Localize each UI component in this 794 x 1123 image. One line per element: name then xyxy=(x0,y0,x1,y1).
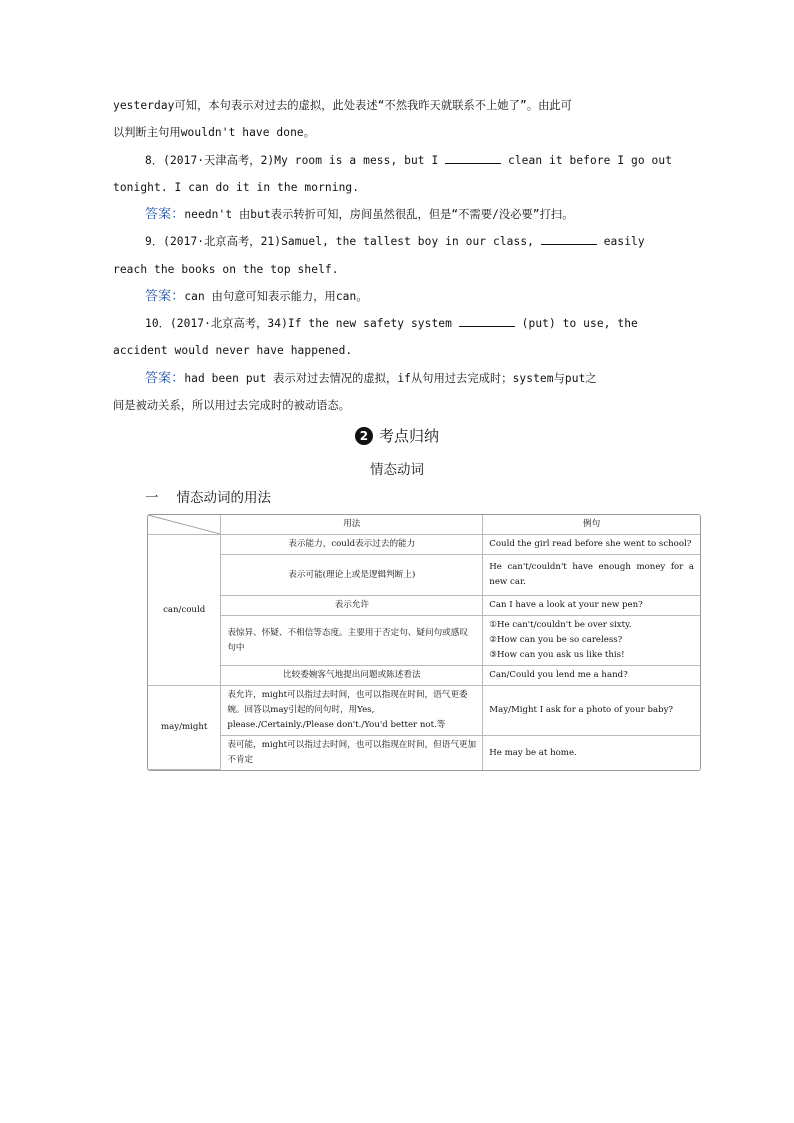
answer-10-cont xyxy=(113,398,681,414)
example-line: ①He can't/couldn't be over sixty. xyxy=(489,620,632,630)
question-text: (put) to use, the xyxy=(521,317,638,330)
explanation-line-2 xyxy=(113,125,681,141)
question-10-cont xyxy=(113,343,681,359)
answer-text: 间是被动关系，所以用过去完成时的被动语态。 xyxy=(113,399,351,412)
usage-cell: 比较委婉客气地提出问题或陈述看法 xyxy=(221,666,483,686)
example-cell: He may be at home. xyxy=(489,747,577,758)
explanation-line-1 xyxy=(113,98,681,114)
usage-cell: 表惊异、怀疑、不相信等态度。主要用于否定句、疑问句或感叹句中 xyxy=(221,616,483,666)
question-8-cont xyxy=(113,180,681,196)
question-text: tonight. I can do it in the morning. xyxy=(113,181,360,194)
table-row xyxy=(148,736,700,770)
table-row xyxy=(148,686,700,736)
example-cell xyxy=(483,616,700,666)
usage-cell: 表可能，might可以指过去时间，也可以指现在时间，但语气更加不肯定 xyxy=(221,736,483,770)
example-cell: May/Might I ask for a photo of your baby? xyxy=(483,686,700,736)
answer-9 xyxy=(145,289,713,305)
question-8 xyxy=(145,153,681,169)
diagonal-header-cell xyxy=(148,515,221,535)
table-row xyxy=(148,555,700,596)
explanation-text: yesterday可知，本句表示对过去的虚拟，此处表述“不然我昨天就联系不上她了”。由此可 xyxy=(113,99,572,112)
answer-text: had been put 表示对过去情况的虚拟，if从句用过去完成时；system与put之 xyxy=(184,372,597,385)
question-text: 9．(2017·北京高考，21)Samuel, the tallest boy in our class, xyxy=(145,235,534,248)
question-text: 10．(2017·北京高考，34)If the new safety system xyxy=(145,317,452,330)
subsection-heading-text: 情态动词的用法 xyxy=(176,490,271,506)
example-cell: Can I have a look at your new pen? xyxy=(483,596,700,616)
question-10 xyxy=(145,316,681,332)
table-row xyxy=(148,535,700,555)
example-cell: He can't/couldn't have enough money for a new car. xyxy=(483,555,700,596)
section-number-badge: 2 xyxy=(355,427,373,445)
subsection-title: 情态动词 xyxy=(370,462,424,478)
section-title: 考点归纳 xyxy=(378,427,439,445)
section-heading xyxy=(0,425,794,447)
answer-10 xyxy=(145,371,713,387)
usage-cell: 表示能力，could表示过去的能力 xyxy=(221,535,483,555)
question-text: reach the books on the top shelf. xyxy=(113,263,339,276)
subsection-heading xyxy=(145,486,271,506)
question-text: clean it before I go out xyxy=(507,154,673,167)
answer-8 xyxy=(145,207,713,223)
table-row xyxy=(148,596,700,616)
example-cell: Can/Could you lend me a hand? xyxy=(483,666,700,686)
subsection-number: 一 xyxy=(145,490,159,506)
answer-text: can 由句意可知表示能力，用can。 xyxy=(184,290,368,303)
answer-blank xyxy=(445,153,501,164)
answer-label: 答案： xyxy=(145,207,185,222)
modal-verbs-table xyxy=(147,514,701,771)
column-header-example: 例句 xyxy=(483,515,700,535)
question-9-cont xyxy=(113,262,681,278)
table-header-row xyxy=(148,515,700,535)
question-text: easily xyxy=(603,235,645,248)
answer-label: 答案： xyxy=(145,371,185,386)
explanation-text: 以判断主句用wouldn't have done。 xyxy=(113,126,316,139)
group-label-can-could: can/could xyxy=(148,535,221,686)
example-line: ③How can you ask us like this! xyxy=(489,650,625,660)
question-9 xyxy=(145,234,681,250)
question-text: 8．(2017·天津高考，2)My room is a mess, but I xyxy=(145,154,439,167)
column-header-usage: 用法 xyxy=(221,515,483,535)
table-row xyxy=(148,666,700,686)
answer-blank xyxy=(541,234,597,245)
usage-cell: 表示允许 xyxy=(221,596,483,616)
usage-cell: 表允许，might可以指过去时间，也可以指现在时间，语气更委婉。回答以may引起的问句时，用Yes, please./Certainly./Please don't./You'd better not.等 xyxy=(221,686,483,736)
example-line: ②How can you be so careless? xyxy=(489,635,623,645)
question-text: accident would never have happened. xyxy=(113,344,353,357)
answer-label: 答案： xyxy=(145,289,185,304)
group-label-may-might: may/might xyxy=(148,686,221,770)
usage-cell: 表示可能(理论上或是逻辑判断上) xyxy=(221,555,483,596)
table-row xyxy=(148,616,700,666)
answer-text: needn't 由but表示转折可知，房间虽然很乱，但是“不需要/没必要”打扫。 xyxy=(184,208,574,221)
example-cell: Could the girl read before she went to school? xyxy=(483,535,700,555)
answer-blank xyxy=(459,316,515,327)
